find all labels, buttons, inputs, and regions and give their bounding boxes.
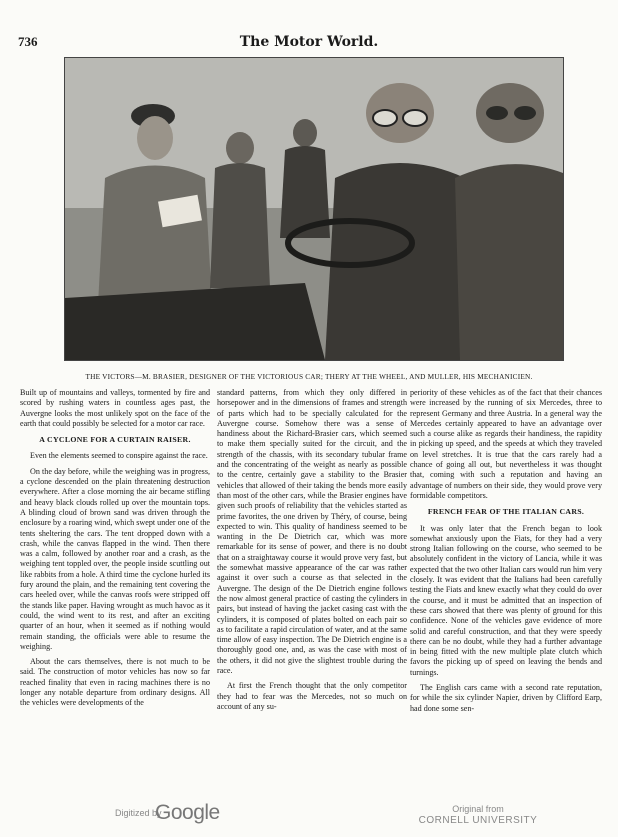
paragraph: standard patterns, from which they only differed in horsepower and in the dimensions of frames and strength of parts which had to be specially calculated for the Auvergne course. Somehow there was a sense of handiness about the Richard-Brasier cars, which seemed to make them specially suited for the circuit, and the strength of the chassis, with its secondary tubular frame and the concentrating of the weight as nearly as possible to the centre, certainly gave a stability to the Brasier vehicles that allowed of their taking the bends more easily than most of the other cars, while the Brasier engines have given such proofs of reliability that the vehicles started as prime favorites, the one driven by Théry, of course, being expected to win. This quality of handiness seemed to be wanting in the De Dietrich car, which was more remarkable for its sense of power, and there is no doubt that on a straightaway course it would prove very fast, but the somewhat massive appearance of the car was rather against it over such a course as that selected in the Auvergne. The design of the De Dietrich engine follows the now almost general practice of casting the cylinders in pairs, but instead of having the jacket casing cast with the cylinders, it is composed of plates bolted on each pair so as to facilitate a rapid circulation of water, and at the same time allow of easy inspection. The De Dietrich engine is a thoroughly good one, and, as was the case with most of the others, it did not give the slightest trouble during the race.	[217, 388, 407, 676]
article-column-2	[217, 388, 407, 717]
section-heading: FRENCH FEAR OF THE ITALIAN CARS.	[427, 507, 585, 517]
paragraph: Built up of mountains and valleys, tormented by fire and scored by rushing waters in countless ages past, the Auvergne looks the most unlikely spot on the face of the earth that could possibly be selected for a motor car race.	[20, 388, 210, 428]
paragraph: At first the French thought that the only competitor they had to fear was the Mercedes, not so much on account of any su-	[217, 681, 407, 711]
google-logo: Google	[155, 801, 220, 824]
paragraph: Even the elements seemed to conspire against the race.	[30, 451, 208, 461]
article-column-3	[410, 388, 602, 719]
paragraph: On the day before, while the weighing was in progress, a cyclone descended on the plain threatening destruction everywhere. After a close morning the air became stifling and heavy black clouds rolled up over the mountain tops. A blinding cloud of brown sand was driven through the enclosure by a roaring wind, which swept under one of the tents sheltering the cars. The tent dropped down with a crash, while the canvas flapped in the wind. Then there was a calm, followed by another roar and a crash, as the weighing tent toppled over, the people inside scuttling out like rabbits from a hole. A third time the cyclone hurled its fury around the plain, and the remaining tent covering the cars heeled over, while the canvas roofs were stripped off the stands like paper. Having wrought as much havoc as it could, the wind went to its rest, and after an exciting quarter of an hour, when it seemed as if nothing would remain standing, the officials were able to resume the weighing.	[20, 466, 210, 651]
photo-caption: THE VICTORS—M. BRASIER, DESIGNER OF THE VICTORIOUS CAR; THERY AT THE WHEEL, AND MULLER, HIS MECHANICIEN.	[85, 372, 533, 381]
digitized-by-label: Digitized by	[115, 808, 162, 818]
photograph	[64, 57, 564, 361]
paragraph: About the cars themselves, there is not much to be said. The construction of motor vehicles has now so far reached finality that even in racing machines there is no longer any notable departure from ordinary designs. All the vehicles were developments of the	[20, 657, 210, 708]
section-heading: A CYCLONE FOR A CURTAIN RAISER.	[39, 435, 191, 445]
article-column-1	[20, 388, 210, 714]
paragraph: periority of these vehicles as of the fact that their chances were increased by the running of six Mercedes, three to represent Germany and three Austria. In a general way the Mercedes certainly appeared to have an advantage over such a course alike as regards their handiness, the rapidity in picking up speed, and the speeds at which they traveled on level stretches. It is true that the cars rarely had a chance of going all out, but nevertheless it was thought that, coming with such a reputation and having an advantage of numbers on their side, they would prove very formidable competitors.	[410, 388, 602, 500]
paragraph: It was only later that the French began to look somewhat anxiously upon the Fiats, for they had a very strong Italian following on the course, who seemed to be absolutely confident in the victory of Lancia, while it was expected that the two other Italian cars would run him very closely. It was evident that the Italians had been carefully testing the Fiats and knew exactly what they could do over the course, and it must be admitted that an inspection of these cars showed that there was plenty of ground for this confidence. None of the vehicles gave evidence of more solid and careful construction, and that they were speedy there can be no doubt, while they had a further advantage in being fitted with the new multiple plate clutch which favors the picking up of speed on leaving the bends and turnings.	[410, 523, 602, 677]
institution-label: CORNELL UNIVERSITY	[418, 815, 538, 826]
masthead: The Motor World.	[239, 34, 379, 50]
original-from-label: Original from	[452, 804, 504, 814]
paragraph: The English cars came with a second rate reputation, for while the six cylinder Napier, driven by Clifford Earp, had done some sen-	[410, 683, 602, 713]
page-number: 736	[18, 34, 38, 49]
photo-illustration	[65, 58, 563, 360]
